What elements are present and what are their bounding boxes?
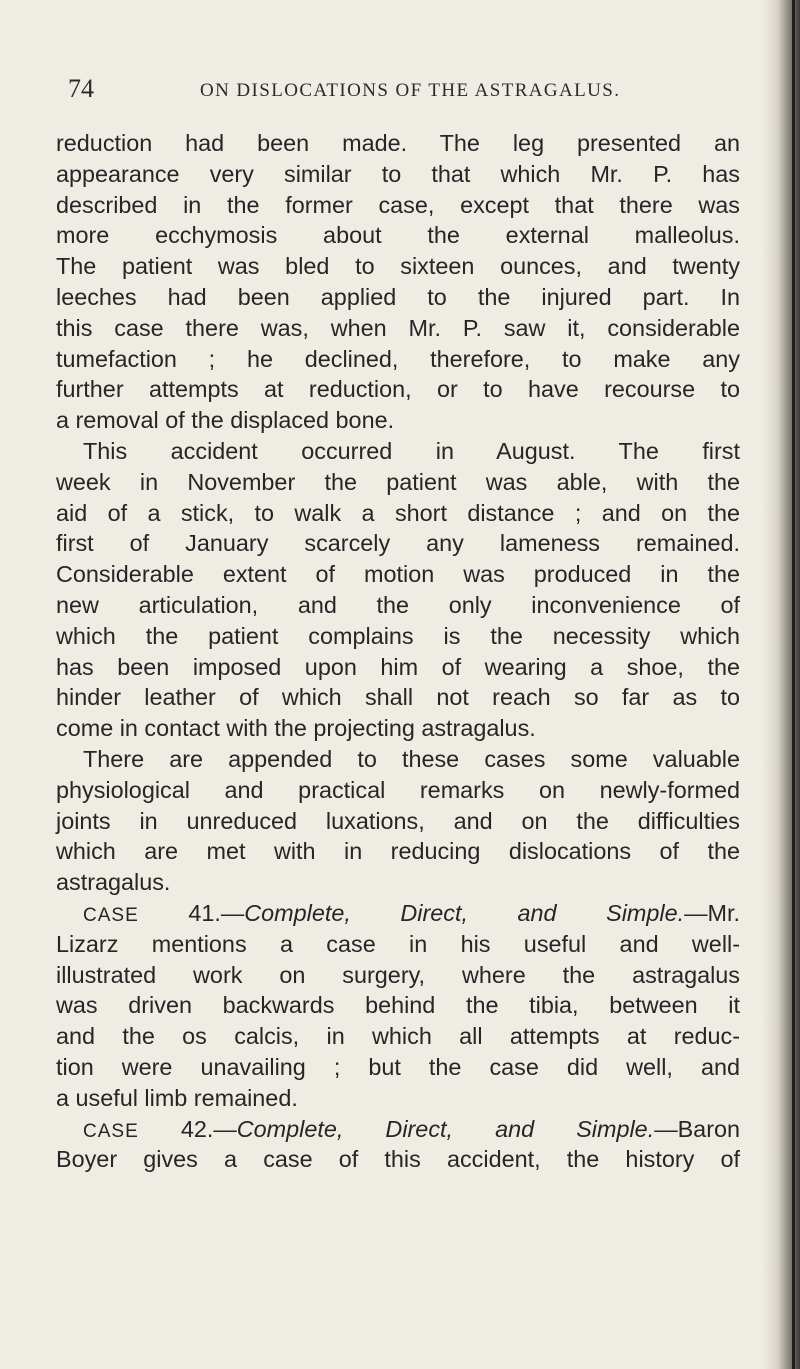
text-line: Considerable extent of motion was produced in the bbox=[56, 561, 740, 588]
text-line: more ecchymosis about the external malleolus. bbox=[56, 222, 740, 249]
case-title: Complete, Direct, and Simple. bbox=[236, 1115, 655, 1142]
case-dash: — bbox=[684, 899, 708, 926]
case-dash: .— bbox=[206, 1115, 237, 1142]
text-line: new articulation, and the only inconvenience of bbox=[56, 591, 740, 618]
running-head: ON DISLOCATIONS OF THE ASTRAGALUS. bbox=[200, 80, 621, 101]
text-line: appearance very similar to that which Mr. P. has bbox=[56, 160, 740, 187]
case-41-heading-line bbox=[56, 898, 740, 929]
text-line: a removal of the displaced bone. bbox=[56, 407, 395, 434]
text-line: described in the former case, except that there was bbox=[56, 191, 740, 218]
case-label: CASE bbox=[83, 1120, 139, 1142]
text-line: Boyer gives a case of this accident, the history of bbox=[56, 1146, 740, 1173]
text-line: has been imposed upon him of wearing a shoe, the bbox=[56, 653, 740, 680]
case-number: 41 bbox=[188, 899, 215, 926]
case-number: 42 bbox=[180, 1115, 207, 1142]
case-label: CASE bbox=[83, 904, 139, 926]
text-line: come in contact with the projecting astragalus. bbox=[56, 715, 536, 742]
body-text bbox=[56, 128, 740, 1175]
case-dash: — bbox=[654, 1115, 678, 1142]
text-line: joints in unreduced luxations, and on the difficulties bbox=[56, 807, 740, 834]
text-line: was driven backwards behind the tibia, between it bbox=[56, 992, 740, 1019]
text-line: There are appended to these cases some valuable bbox=[83, 745, 740, 772]
text-line: aid of a stick, to walk a short distance ; and on the bbox=[56, 499, 740, 526]
page-edge-line bbox=[792, 0, 795, 1369]
text-line: astragalus. bbox=[56, 869, 171, 896]
text-line: which the patient complains is the necessity which bbox=[56, 622, 740, 649]
case-first-word: Mr. bbox=[707, 899, 740, 926]
text-line: further attempts at reduction, or to have recourse to bbox=[56, 376, 740, 403]
text-line: week in November the patient was able, with the bbox=[56, 468, 740, 495]
page-number: 74 bbox=[68, 74, 94, 103]
text-line: first of January scarcely any lameness remained. bbox=[56, 530, 740, 557]
text-line: leeches had been applied to the injured part. In bbox=[56, 283, 740, 310]
text-line: hinder leather of which shall not reach so far as to bbox=[56, 684, 740, 711]
case-first-word: Baron bbox=[677, 1115, 740, 1142]
text-line: Lizarz mentions a case in his useful and well- bbox=[56, 930, 740, 957]
text-line: physiological and practical remarks on newly-formed bbox=[56, 776, 740, 803]
text-line: The patient was bled to sixteen ounces, and twenty bbox=[56, 253, 740, 280]
text-line: this case there was, when Mr. P. saw it, considerable bbox=[56, 314, 740, 341]
text-line: illustrated work on surgery, where the astragalus bbox=[56, 961, 740, 988]
text-line: a useful limb remained. bbox=[56, 1084, 298, 1111]
text-line: This accident occurred in August. The first bbox=[83, 437, 740, 464]
text-line: tion were unavailing ; but the case did well, and bbox=[56, 1053, 740, 1080]
case-42-heading-line bbox=[56, 1114, 740, 1145]
case-dash: .— bbox=[214, 899, 245, 926]
text-line: and the os calcis, in which all attempts at reduc- bbox=[56, 1023, 740, 1050]
text-line: which are met with in reducing dislocations of the bbox=[56, 838, 740, 865]
page-header bbox=[68, 74, 708, 114]
text-line: tumefaction ; he declined, therefore, to make any bbox=[56, 345, 740, 372]
text-line: reduction had been made. The leg presented an bbox=[56, 130, 740, 156]
case-title: Complete, Direct, and Simple. bbox=[244, 899, 685, 926]
